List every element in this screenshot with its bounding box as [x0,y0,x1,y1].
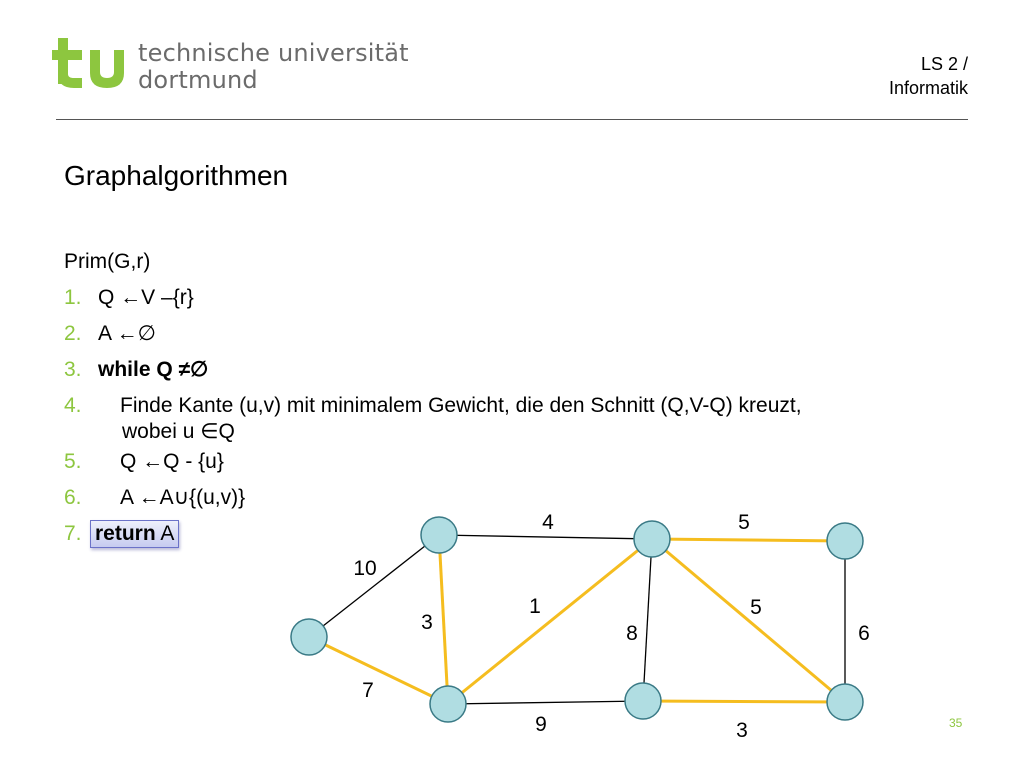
weight-label: 3 [736,719,748,742]
edge-left-top [309,535,439,637]
return-value: A [160,522,175,545]
graph-node [827,523,863,559]
edge-midtop-righttop [652,539,845,541]
weight-label: 1 [529,595,541,618]
page-number: 35 [949,716,963,730]
graph-nodes [291,517,863,722]
chair-line-2: Informatik [888,78,968,98]
weight-label: 6 [858,622,870,645]
edge-bottom-midtop [448,539,652,704]
graph-node [430,686,466,722]
step-text: A ←∅ [98,322,156,345]
weight-label: 4 [542,511,554,534]
weight-label: 10 [353,557,377,580]
step-text: Q ←V –{r} [98,286,194,309]
step-text: A ←A∪{(u,v)} [120,486,246,509]
step-text: Finde Kante (u,v) mit minimalem Gewicht, die den Schnitt (Q,V-Q) kreuzt, [120,394,802,417]
step-number: 7. [64,522,82,545]
step-number: 2. [64,322,82,345]
step-text-continuation: wobei u ∈Q [122,420,235,443]
weight-label: 9 [535,713,547,736]
step-number: 6. [64,486,82,509]
edge-midtop-midbottom [643,539,652,701]
graph-node [827,684,863,720]
chair-line-1: LS 2 / [920,54,968,74]
step-number: 1. [64,286,82,309]
edge-top-midtop [439,535,652,539]
edge-midtop-rightbottom [652,539,845,702]
university-line-2: dortmund [138,66,258,94]
graph-node [625,683,661,719]
university-line-1: technische universität [138,39,409,67]
weight-label: 5 [738,511,750,534]
weight-label: 7 [362,679,374,702]
graph-node [291,619,327,655]
edge-top-bottom [439,535,448,704]
weight-label: 3 [421,611,433,634]
weight-label: 5 [750,596,762,619]
step-text: Q ←Q - {u} [120,450,224,473]
weight-label: 8 [626,622,638,645]
algorithm-header: Prim(G,r) [64,250,151,273]
step-text: while Q ≠∅ [98,358,209,381]
graph-edges [309,535,845,704]
edge-midbottom-rightbottom [643,701,845,702]
edge-bottom-midbottom [448,701,643,704]
graph-node [421,517,457,553]
return-keyword: return [95,522,156,545]
edge-left-bottom [309,637,448,704]
step-number: 4. [64,394,82,417]
slide-title: Graphalgorithmen [64,160,289,191]
graph-node [634,521,670,557]
step-number: 5. [64,450,82,473]
step-number: 3. [64,358,82,381]
